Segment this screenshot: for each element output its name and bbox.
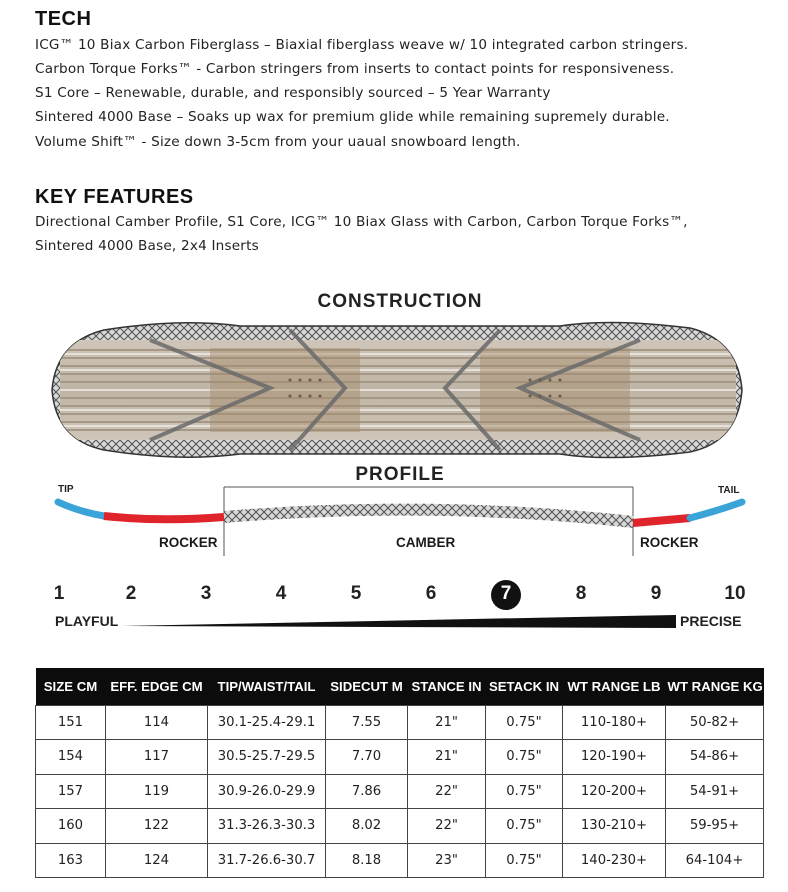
table-cell: 124 bbox=[106, 843, 208, 878]
table-cell: 130-210+ bbox=[563, 809, 666, 844]
playful-label: PLAYFUL bbox=[55, 613, 119, 629]
table-cell: 30.9-26.0-29.9 bbox=[208, 774, 326, 809]
table-cell: 22" bbox=[408, 809, 486, 844]
table-cell: 0.75" bbox=[486, 774, 563, 809]
table-cell: 160 bbox=[36, 809, 106, 844]
table-cell: 0.75" bbox=[486, 809, 563, 844]
table-cell: 163 bbox=[36, 843, 106, 878]
table-cell: 8.02 bbox=[326, 809, 408, 844]
table-cell: 21" bbox=[408, 705, 486, 740]
flex-number: 10 bbox=[724, 583, 746, 604]
table-cell: 7.86 bbox=[326, 774, 408, 809]
key-features-line-2: Sintered 4000 Base, 2x4 Inserts bbox=[35, 238, 259, 254]
construction-title: CONSTRUCTION bbox=[317, 291, 483, 312]
flex-number: 4 bbox=[275, 583, 287, 604]
table-cell: 154 bbox=[36, 740, 106, 775]
table-cell: 117 bbox=[106, 740, 208, 775]
column-header: TIP/WAIST/TAIL bbox=[208, 668, 326, 705]
flex-number: 1 bbox=[53, 583, 65, 604]
flex-number: 9 bbox=[650, 583, 662, 604]
flex-number-selected: 7 bbox=[500, 583, 512, 604]
rocker-left-label: ROCKER bbox=[159, 535, 218, 550]
table-cell: 54-91+ bbox=[666, 774, 764, 809]
camber-label: CAMBER bbox=[396, 535, 456, 550]
flex-number: 2 bbox=[125, 583, 137, 604]
profile-title: PROFILE bbox=[355, 464, 445, 485]
column-header: SETACK IN bbox=[486, 668, 563, 705]
table-cell: 110-180+ bbox=[563, 705, 666, 740]
tip-label: TIP bbox=[58, 484, 74, 495]
tail-label: TAIL bbox=[718, 485, 740, 496]
table-row bbox=[36, 774, 764, 809]
tech-line-torque-forks: Carbon Torque Forks™ - Carbon stringers from inserts to contact points for responsiveness. bbox=[35, 61, 675, 77]
table-cell: 119 bbox=[106, 774, 208, 809]
column-header: SIZE CM bbox=[36, 668, 106, 705]
table-cell: 31.3-26.3-30.3 bbox=[208, 809, 326, 844]
precise-label: PRECISE bbox=[680, 613, 742, 629]
table-row bbox=[36, 740, 764, 775]
table-cell: 64-104+ bbox=[666, 843, 764, 878]
table-row bbox=[36, 809, 764, 844]
column-header: WT RANGE KG bbox=[666, 668, 764, 705]
tech-heading: TECH bbox=[35, 8, 92, 30]
table-cell: 50-82+ bbox=[666, 705, 764, 740]
flex-number: 8 bbox=[575, 583, 587, 604]
specs-table bbox=[35, 668, 764, 878]
table-row bbox=[36, 705, 764, 740]
table-cell: 157 bbox=[36, 774, 106, 809]
table-cell: 0.75" bbox=[486, 843, 563, 878]
tech-line-base: Sintered 4000 Base – Soaks up wax for premium glide while remaining supremely durable. bbox=[35, 109, 670, 125]
key-features-line-1: Directional Camber Profile, S1 Core, ICG™ 10 Biax Glass with Carbon, Carbon Torque Forks™, bbox=[35, 214, 688, 230]
table-cell: 122 bbox=[106, 809, 208, 844]
rocker-right-label: ROCKER bbox=[640, 535, 699, 550]
table-cell: 151 bbox=[36, 705, 106, 740]
table-header-row bbox=[36, 668, 764, 705]
table-cell: 120-190+ bbox=[563, 740, 666, 775]
table-cell: 31.7-26.6-30.7 bbox=[208, 843, 326, 878]
table-cell: 30.5-25.7-29.5 bbox=[208, 740, 326, 775]
table-cell: 7.55 bbox=[326, 705, 408, 740]
flex-number: 5 bbox=[350, 583, 362, 604]
column-header: SIDECUT M bbox=[326, 668, 408, 705]
table-cell: 0.75" bbox=[486, 705, 563, 740]
tech-line-icg: ICG™ 10 Biax Carbon Fiberglass – Biaxial fiberglass weave w/ 10 integrated carbon stringers. bbox=[35, 37, 689, 53]
table-cell: 21" bbox=[408, 740, 486, 775]
tech-line-core: S1 Core – Renewable, durable, and responsibly sourced – 5 Year Warranty bbox=[35, 85, 551, 101]
table-cell: 59-95+ bbox=[666, 809, 764, 844]
table-cell: 54-86+ bbox=[666, 740, 764, 775]
key-features-heading: KEY FEATURES bbox=[35, 186, 194, 208]
table-cell: 120-200+ bbox=[563, 774, 666, 809]
table-cell: 30.1-25.4-29.1 bbox=[208, 705, 326, 740]
column-header: WT RANGE LB bbox=[563, 668, 666, 705]
table-cell: 8.18 bbox=[326, 843, 408, 878]
table-cell: 140-230+ bbox=[563, 843, 666, 878]
table-cell: 0.75" bbox=[486, 740, 563, 775]
table-cell: 22" bbox=[408, 774, 486, 809]
table-row bbox=[36, 843, 764, 878]
column-header: STANCE IN bbox=[408, 668, 486, 705]
flex-number: 3 bbox=[200, 583, 212, 604]
tech-line-volume-shift: Volume Shift™ - Size down 3-5cm from your uaual snowboard length. bbox=[35, 134, 521, 150]
column-header: EFF. EDGE CM bbox=[106, 668, 208, 705]
table-cell: 7.70 bbox=[326, 740, 408, 775]
flex-number: 6 bbox=[425, 583, 437, 604]
table-cell: 23" bbox=[408, 843, 486, 878]
table-cell: 114 bbox=[106, 705, 208, 740]
